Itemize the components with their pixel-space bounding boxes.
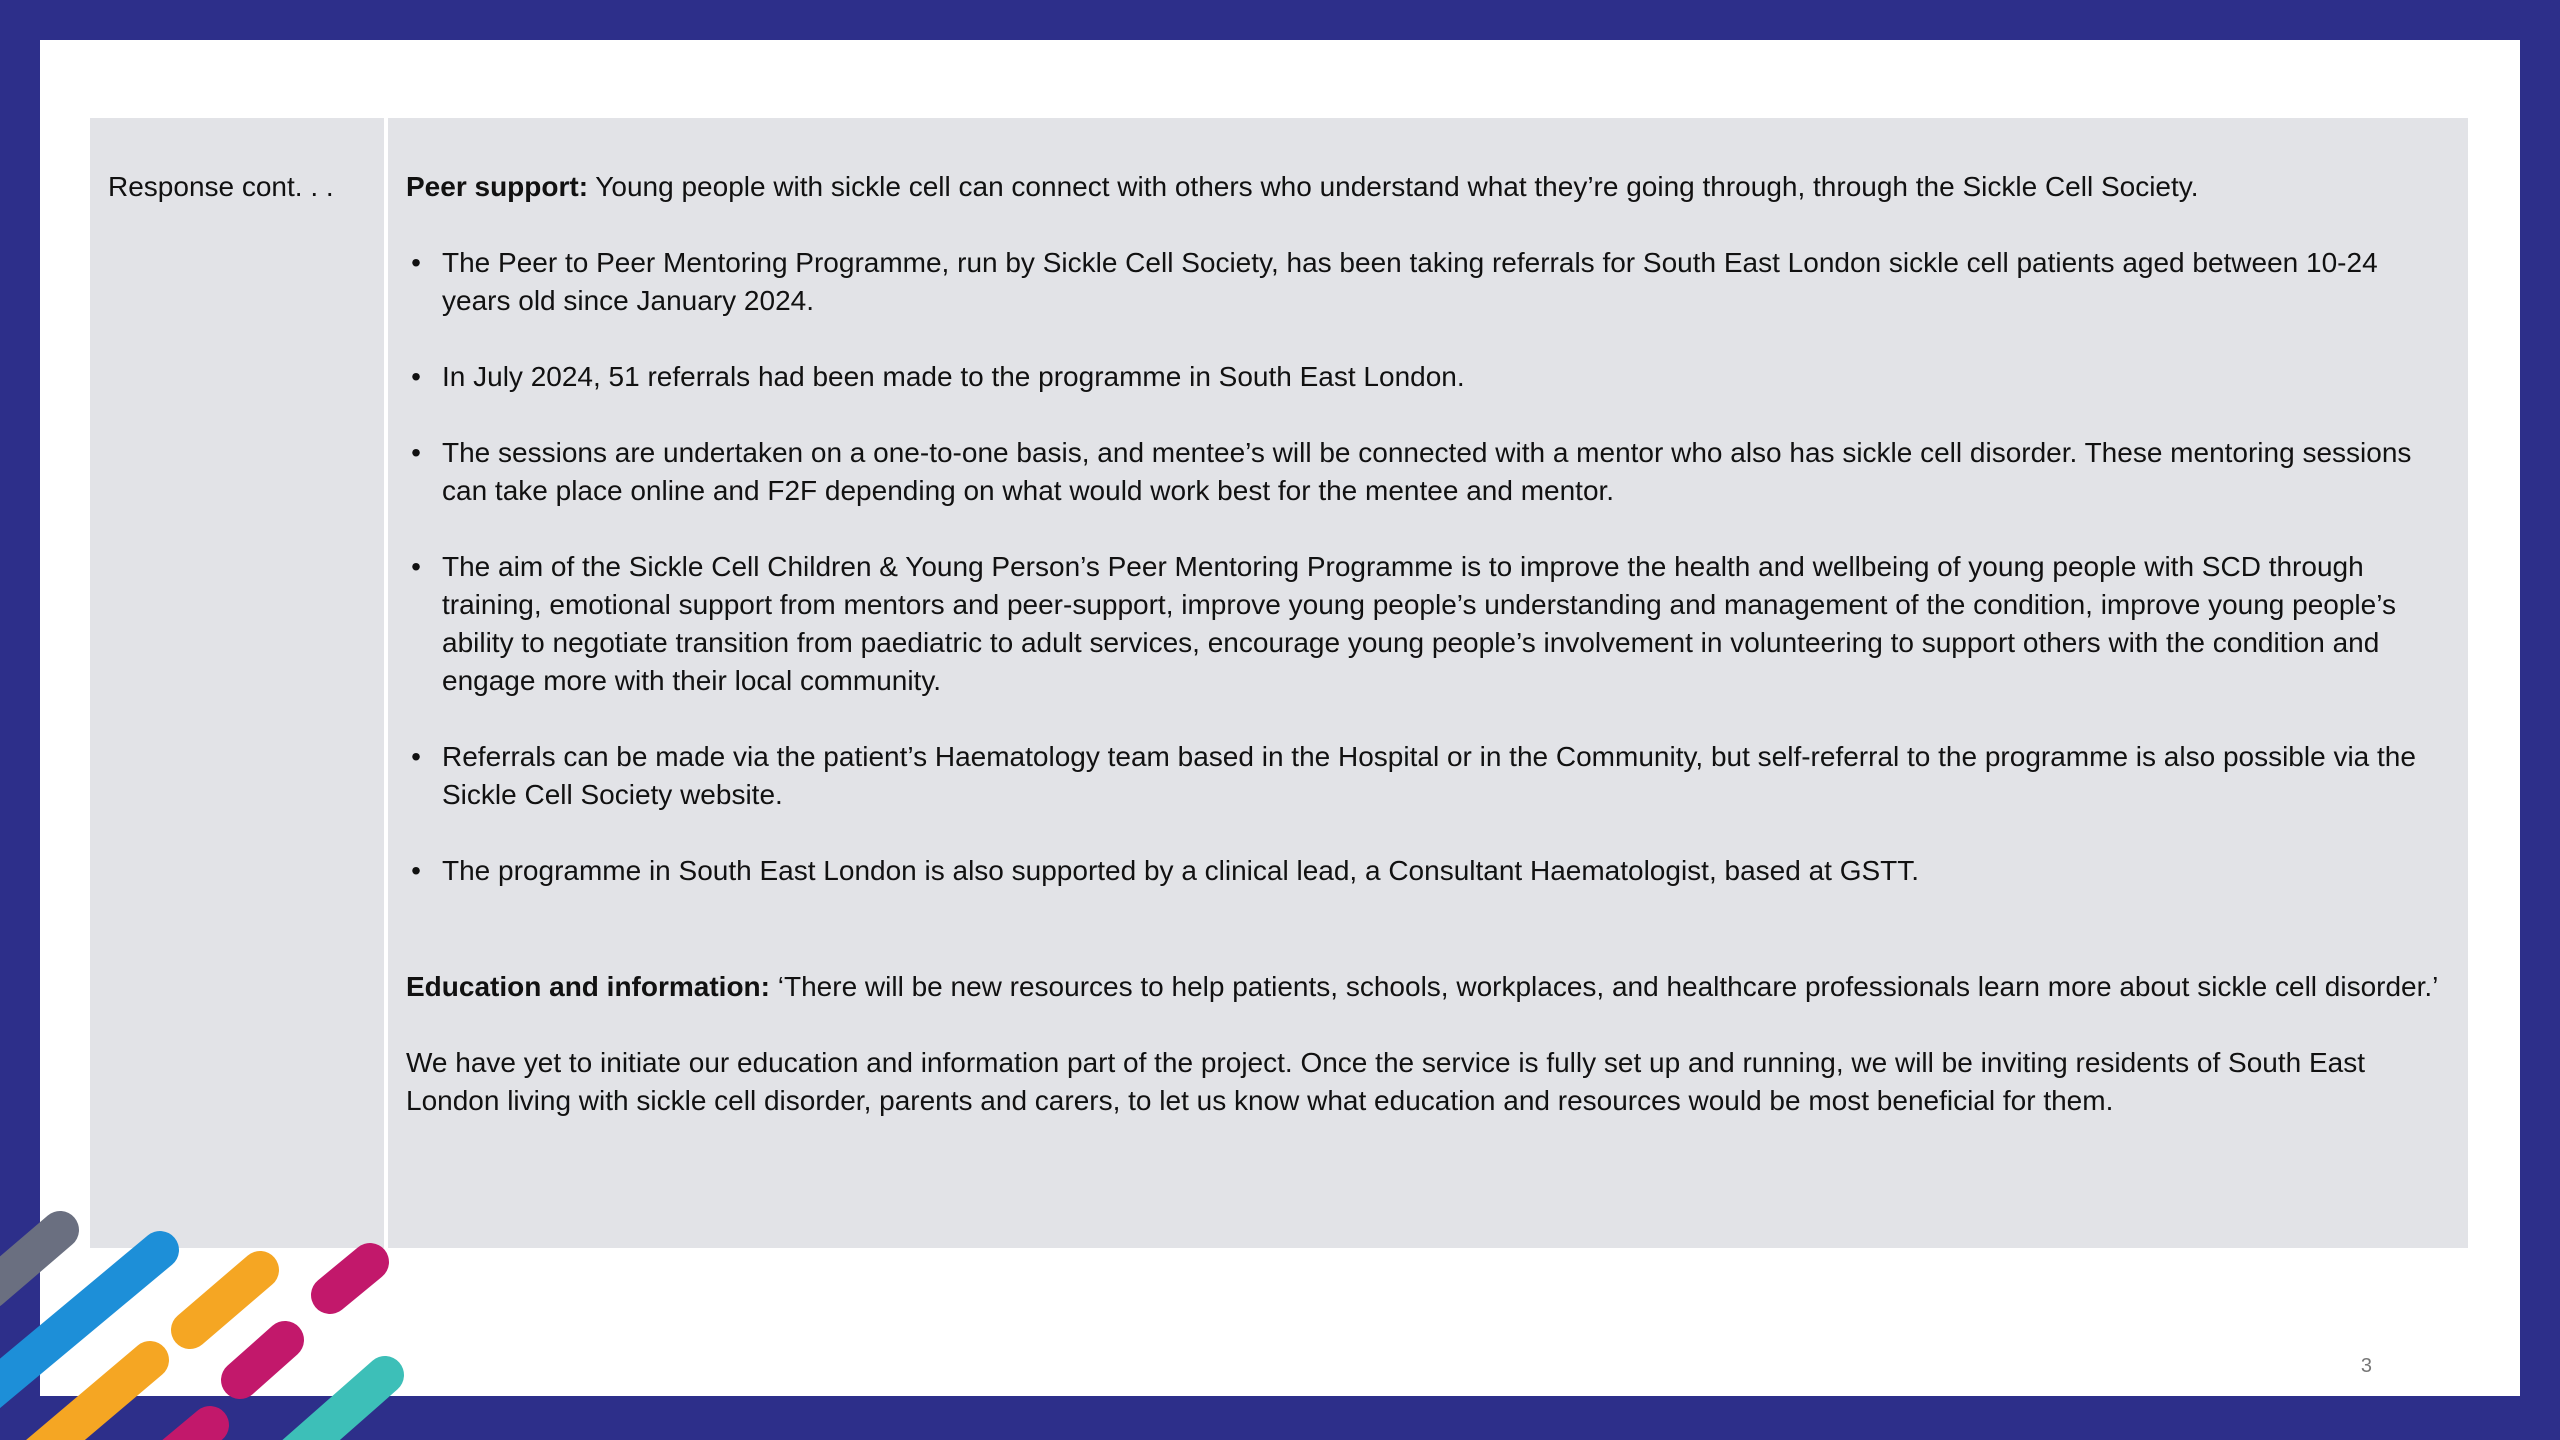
spacer [406,928,2450,968]
left-label-cell [90,118,388,1248]
stripe-magenta-top [330,1262,370,1295]
bullet-item [406,244,2450,320]
education-heading: Education and information: [406,971,770,1002]
content-cell [388,118,2468,1248]
peer-support-bullets [406,244,2450,890]
bullet-text: The Peer to Peer Mentoring Programme, run by Sickle Cell Society, has been taking referrals for South East London sickle cell patients aged between 10-24 years old since January 2024. [442,247,2378,316]
response-cont-label: Response cont. . . [108,171,334,202]
bullet-text: The aim of the Sickle Cell Children & Young Person’s Peer Mentoring Programme is to improve the health and wellbeing of young people with SCD through training, emotional support from mentors and peer-support, improve young people’s understanding and management of the condition, improve young people’s ability to negotiate transition from paediatric to adult services, encourage young people’s involvement in volunteering to support others with the condition and engage more with their local community. [442,551,2396,696]
bullet-item [406,434,2450,510]
bullet-text: The programme in South East London is also supported by a clinical lead, a Consultant Haematologist, based at GSTT. [442,855,1920,886]
page-number: 3 [2360,1355,2372,1377]
peer-support-intro-text: Young people with sickle cell can connect with others who understand what they’re going through, through the Sickle Cell Society. [588,171,2199,202]
bullet-icon: • [411,855,421,886]
slide [40,40,2520,1396]
bullet-text: The sessions are undertaken on a one-to-one basis, and mentee’s will be connected with a mentor who also has sickle cell disorder. These mentoring sessions can take place online and F2F depending on what would work best for the mentee and mentor. [442,437,2412,506]
stripe-magenta-mid [240,1340,285,1380]
bullet-icon: • [411,551,421,582]
bullet-item [406,738,2450,814]
bullet-icon: • [411,247,421,278]
bullet-item [406,852,2450,890]
education-paragraph: We have yet to initiate our education and information part of the project. Once the service is fully set up and running, we will be inviting residents of South East London living with sickle cell disorder, parents and carers, to let us know what education and resources would be most beneficial for them. [406,1047,2366,1116]
content-table [90,118,2468,1248]
stripe-magenta-bottom [150,1425,210,1440]
bullet-text: Referrals can be made via the patient’s Haematology team based in the Hospital or in the Community, but self-referral to the programme is also possible via the Sickle Cell Society website. [442,741,2416,810]
education-intro [406,968,2450,1006]
peer-support-heading: Peer support: [406,171,589,202]
stripe-grey [0,1230,60,1290]
bullet-icon: • [411,741,421,772]
bullet-item [406,358,2450,396]
decorative-stripes [0,1200,440,1440]
education-intro-text: ‘There will be new resources to help patients, schools, workplaces, and healthcare professionals learn more about sickle cell disorder.’ [770,971,2439,1002]
bullet-item [406,548,2450,700]
stripe-teal [260,1375,385,1440]
bullet-icon: • [411,361,421,392]
bullet-icon: • [411,437,421,468]
peer-support-intro [406,168,2450,206]
bullet-text: In July 2024, 51 referrals had been made to the programme in South East London. [442,361,1465,392]
stripe-orange-top [190,1270,260,1330]
